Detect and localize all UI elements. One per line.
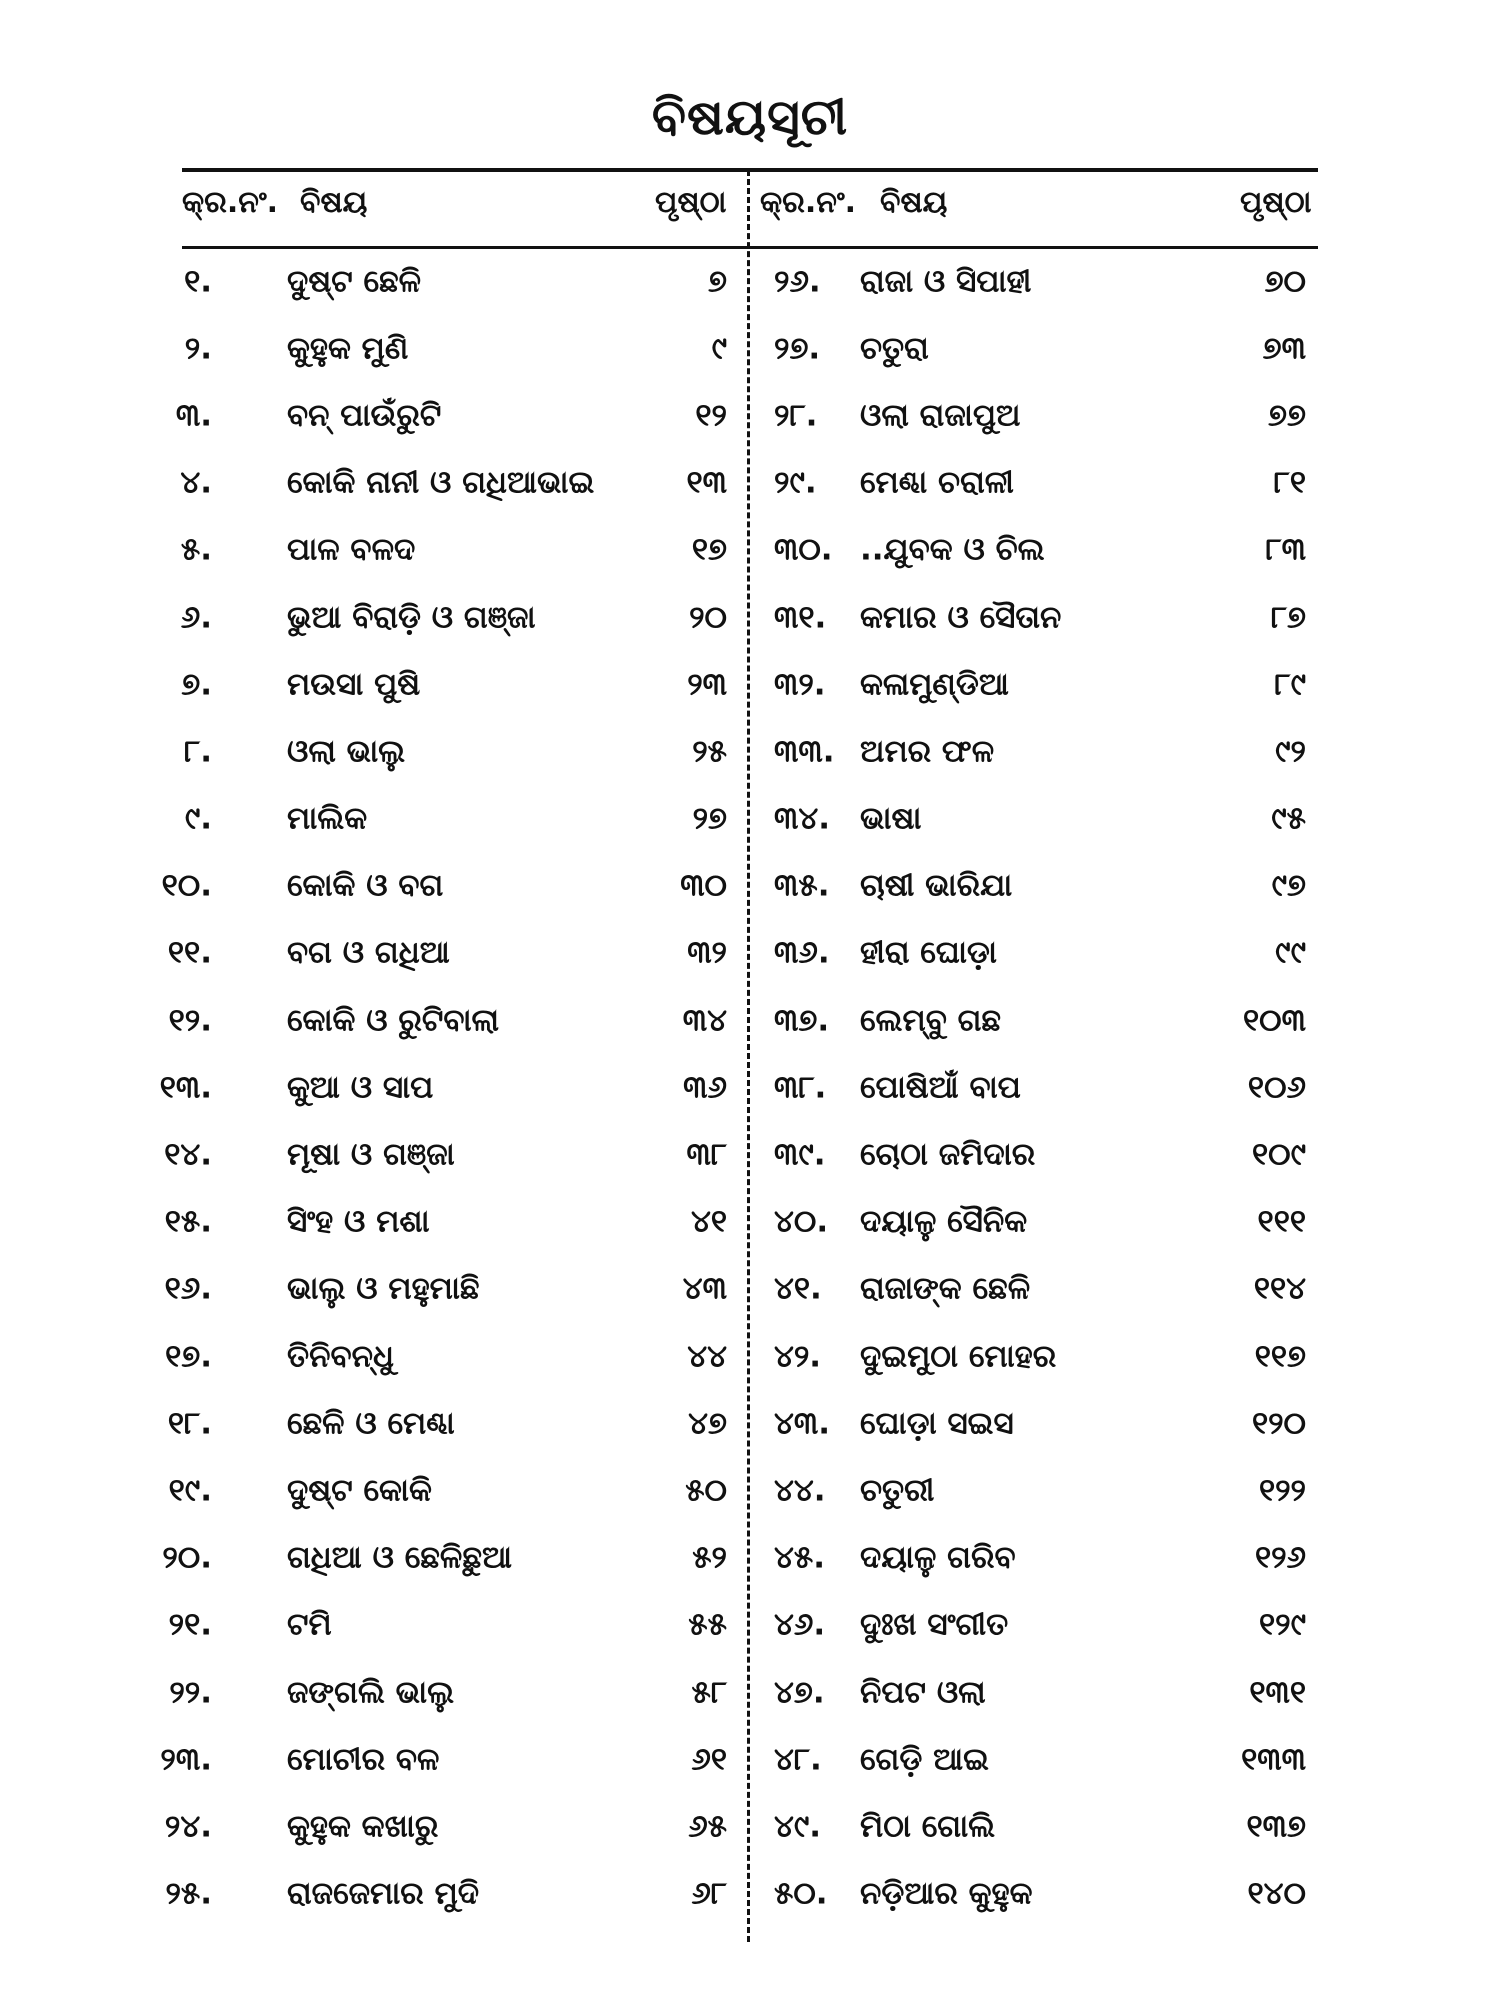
toc-entry — [165, 1861, 742, 1928]
entry-page: ୩୨ — [687, 934, 727, 971]
toc-entry — [165, 1323, 742, 1390]
toc-entry — [752, 1726, 1318, 1793]
entry-page: ୫୮ — [691, 1674, 727, 1711]
entry-topic: କୋକି ଓ ରୁଟିବାଲା — [287, 1002, 500, 1039]
entry-page: ୧୨୬ — [1254, 1539, 1306, 1576]
right-header-sl: କ୍ର.ନଂ. — [760, 185, 857, 220]
entry-topic: ଦୁଷ୍ଟ କୋକି — [287, 1472, 432, 1509]
toc-entry — [752, 315, 1318, 382]
toc-entry — [752, 1457, 1318, 1524]
entry-page: ୯୫ — [1271, 800, 1306, 837]
entry-number: ୨୫. — [165, 1875, 212, 1912]
entry-topic: ମାଲିକ — [287, 800, 368, 837]
entry-page: ୨୦ — [689, 599, 727, 636]
entry-number: ୩୭. — [774, 1002, 830, 1039]
entry-page: ୯୭ — [1271, 867, 1306, 904]
entry-page: ୧୦୯ — [1251, 1136, 1306, 1173]
entry-number: ୩୪. — [774, 800, 831, 837]
entry-page: ୧୦୬ — [1247, 1069, 1306, 1106]
toc-entry — [182, 718, 742, 785]
entry-number: ୯. — [184, 800, 212, 837]
entry-number: ୨. — [184, 330, 212, 367]
toc-entry — [168, 1457, 742, 1524]
entry-number: ୮. — [184, 733, 212, 770]
entry-page: ୩୮ — [686, 1136, 727, 1173]
toc-entry — [175, 382, 742, 449]
entry-number: ୩୧. — [774, 599, 827, 636]
toc-entry — [182, 517, 742, 584]
entry-topic: ସିଂହ ଓ ମଶା — [287, 1203, 430, 1240]
entry-page: ୧୧୧ — [1257, 1203, 1306, 1240]
entry-topic: ବନ୍ ପାଉଁରୁଟି — [287, 397, 442, 434]
page-title: ବିଷୟସୂଚୀ — [651, 88, 849, 146]
entry-number: ୧୨. — [168, 1002, 212, 1039]
toc-entry — [752, 718, 1318, 785]
entry-topic: ଛେଳି ଓ ମେଣ୍ଢା — [287, 1405, 455, 1442]
entry-topic: ଭାଲୁ ଓ ମହୁମାଛି — [287, 1270, 480, 1307]
entry-topic: ଚୋଠା ଜମିଦାର — [860, 1136, 1036, 1173]
toc-entry — [182, 651, 742, 718]
entry-topic: କୋକି ଓ ବଗ — [287, 867, 444, 904]
entry-number: ୧୯. — [168, 1472, 212, 1509]
left-header-topic: ବିଷୟ — [300, 185, 368, 220]
left-header-page: ପୃଷ୍ଠା — [655, 185, 727, 220]
entry-page: ୧୩ — [686, 464, 727, 501]
toc-entry — [752, 1256, 1318, 1323]
toc-entry — [164, 1189, 742, 1256]
entry-page: ୮୩ — [1265, 531, 1306, 568]
entry-topic: ଅମର ଫଳ — [860, 733, 995, 770]
entry-topic: ଦୁଷ୍ଟ ଛେଳି — [287, 263, 422, 300]
entry-page: ୯୯ — [1275, 934, 1306, 971]
entry-page: ୧୦୩ — [1243, 1002, 1306, 1039]
entry-number: ୪୯. — [774, 1808, 822, 1845]
right-header-topic: ବିଷୟ — [880, 185, 948, 220]
entry-topic: ଭୁଆ ବିରାଡ଼ି ଓ ଗଞ୍ଜା — [287, 599, 536, 636]
left-column — [159, 248, 742, 1928]
toc-entry — [168, 987, 742, 1054]
toc-entry — [182, 584, 742, 651]
entry-number: ୨୮. — [774, 397, 818, 434]
entry-topic: ଦୟାଳୁ ଗରିବ — [860, 1539, 1016, 1576]
entry-number: ୧୮. — [167, 1405, 212, 1442]
entry-page: ୧୨ — [695, 397, 727, 434]
entry-number: ୨୩. — [160, 1741, 212, 1778]
entry-topic: ଭାଷା — [860, 800, 922, 837]
entry-number: ୪୧. — [774, 1270, 822, 1307]
toc-entry — [752, 786, 1318, 853]
right-header-page: ପୃଷ୍ଠା — [1240, 185, 1312, 220]
entry-page: ୭୩ — [1262, 330, 1306, 367]
entry-page: ୮୯ — [1274, 666, 1306, 703]
entry-number: ୨୭. — [774, 330, 821, 367]
entry-topic: ମିଠା ଗୋଲି — [860, 1808, 996, 1845]
entry-number: ୩୫. — [774, 867, 830, 904]
entry-number: ୨୯. — [774, 464, 817, 501]
entry-page: ୪୧ — [690, 1203, 727, 1240]
toc-entry — [159, 1054, 742, 1121]
entry-page: ୨୭ — [692, 800, 727, 837]
entry-topic: ମଉସା ପୁଷି — [287, 666, 421, 703]
entry-page: ୧୨୦ — [1251, 1405, 1306, 1442]
entry-topic: ନିପଟ ଓଲା — [860, 1674, 986, 1711]
entry-number: ୧୭. — [165, 1338, 212, 1375]
entry-number: ୩. — [175, 397, 212, 434]
entry-topic: କୁହୁକ ମୁଣି — [287, 330, 409, 367]
entry-page: ୧୧୭ — [1254, 1338, 1306, 1375]
entry-number: ୫. — [180, 531, 212, 568]
entry-page: ୧୭ — [691, 531, 727, 568]
entry-page: ୧୪୦ — [1247, 1875, 1306, 1912]
entry-number: ୩୮. — [774, 1069, 827, 1106]
entry-topic: ଦୁଃଖ ସଂଗୀତ — [860, 1606, 1009, 1643]
entry-number: ୪୦. — [774, 1203, 829, 1240]
toc-entry — [167, 920, 742, 987]
entry-page: ୧୨୯ — [1259, 1606, 1306, 1643]
entry-topic: ରାଜାଙ୍କ ଛେଳି — [860, 1270, 1031, 1307]
entry-topic: ଚତୁରା — [860, 330, 929, 367]
entry-number: ୪. — [180, 464, 212, 501]
toc-entry — [182, 450, 742, 517]
entry-number: ୪୭. — [774, 1674, 825, 1711]
entry-number: ୬. — [180, 599, 212, 636]
entry-number: ୨୨. — [169, 1674, 212, 1711]
entry-number: ୩୬. — [774, 934, 830, 971]
toc-entry — [752, 1592, 1318, 1659]
entry-topic: କୁହୁକ କଖାରୁ — [287, 1808, 439, 1845]
entry-page: ୧୩୧ — [1249, 1674, 1306, 1711]
entry-number: ୧୦. — [161, 867, 212, 904]
entry-topic: ନଡ଼ିଆର କୁହୁକ — [860, 1875, 1033, 1912]
entry-number: ୫୦. — [774, 1875, 828, 1912]
entry-topic: ଜଙ୍ଗଲି ଭାଲୁ — [287, 1674, 455, 1711]
entry-topic: କଳାମୁଣ୍ଡିଆ — [860, 666, 1009, 703]
entry-topic: ଓଲା ଭାଲୁ — [287, 733, 406, 770]
toc-entry — [182, 786, 742, 853]
entry-topic: ଚାଷୀ ଭାରିଯା — [860, 867, 1013, 904]
toc-entry — [164, 1256, 742, 1323]
entry-page: ୪୩ — [682, 1270, 727, 1307]
entry-page: ୬୧ — [691, 1741, 727, 1778]
entry-number: ୪୨. — [774, 1338, 822, 1375]
entry-number: ୨୧. — [168, 1606, 212, 1643]
entry-page: ୩୪ — [682, 1002, 727, 1039]
entry-topic: ଘୋଡ଼ା ସଇସ — [860, 1405, 1014, 1442]
entry-topic: ରାଜା ଓ ସିପାହୀ — [860, 263, 1032, 300]
toc-entry — [160, 1726, 742, 1793]
entry-number: ୨୦. — [162, 1539, 212, 1576]
entry-topic: ପାଳ ବଳଦ — [287, 531, 416, 568]
entry-number: ୪୩. — [774, 1405, 831, 1442]
entry-number: ୨୪. — [164, 1808, 212, 1845]
toc-entry — [752, 1659, 1318, 1726]
toc-entry — [752, 1390, 1318, 1457]
entry-page: ୬୫ — [688, 1808, 727, 1845]
entry-page: ୨୩ — [687, 666, 727, 703]
entry-number: ୪୪. — [774, 1472, 826, 1509]
toc-entry — [164, 1793, 742, 1860]
toc-entry — [164, 1121, 742, 1188]
entry-page: ୭୭ — [1268, 397, 1306, 434]
toc-entry — [161, 853, 742, 920]
entry-topic: ଗଧିଆ ଓ ଛେଳିଛୁଆ — [287, 1539, 512, 1576]
entry-number: ୪୮. — [774, 1741, 822, 1778]
entry-topic: ଦୟାଳୁ ସୈନିକ — [860, 1203, 1028, 1240]
entry-topic: ମୂଷା ଓ ଗଞ୍ଜା — [287, 1136, 455, 1173]
top-rule — [182, 168, 1318, 172]
toc-entry — [752, 1121, 1318, 1188]
entry-number: ୭. — [181, 666, 212, 703]
entry-topic: କମାର ଓ ସୈତାନ — [860, 599, 1062, 636]
entry-topic: ତିନିବନ୍ଧୁ — [287, 1338, 394, 1375]
entry-page: ୪୪ — [687, 1338, 727, 1375]
entry-page: ୧୧୪ — [1253, 1270, 1306, 1307]
column-divider — [747, 170, 750, 1942]
entry-page: ୪୭ — [688, 1405, 727, 1442]
entry-number: ୧୫. — [164, 1203, 212, 1240]
toc-entry — [752, 853, 1318, 920]
right-column — [752, 248, 1318, 1928]
entry-page: ୧୨୨ — [1258, 1472, 1306, 1509]
toc-entry — [168, 1592, 742, 1659]
entry-topic: ଦୁଇମୁଠା ମୋହର — [860, 1338, 1057, 1375]
toc-entry — [752, 1793, 1318, 1860]
entry-page: ୬୮ — [691, 1875, 727, 1912]
entry-page: ୯୨ — [1275, 733, 1306, 770]
entry-number: ୩୦. — [774, 531, 833, 568]
entry-page: ୭ — [708, 263, 727, 300]
entry-topic: ମେଣ୍ଢା ଚରାଳୀ — [860, 464, 1014, 501]
toc-entry — [752, 920, 1318, 987]
entry-topic: ..ଯୁବକ ଓ ଚିଲ — [860, 531, 1045, 568]
entry-number: ୪୫. — [774, 1539, 825, 1576]
entry-topic: ଟମି — [287, 1606, 332, 1643]
toc-entry — [167, 1390, 742, 1457]
entry-number: ୧୩. — [159, 1069, 212, 1106]
entry-page: ୯ — [711, 330, 727, 367]
entry-page: ୩୦ — [680, 867, 727, 904]
entry-topic: କୁଆ ଓ ସାପ — [287, 1069, 434, 1106]
toc-entry — [182, 248, 742, 315]
entry-page: ୩୬ — [683, 1069, 727, 1106]
entry-topic: ହୀରା ଘୋଡ଼ା — [860, 934, 997, 971]
entry-topic: ଓଲା ରାଜାପୁଅ — [860, 397, 1021, 434]
entry-number: ୩୨. — [774, 666, 826, 703]
toc-entry — [752, 517, 1318, 584]
toc-entry — [752, 450, 1318, 517]
entry-number: ୨୬. — [774, 263, 821, 300]
toc-entry — [752, 1525, 1318, 1592]
toc-entry — [752, 651, 1318, 718]
toc-entry — [752, 1189, 1318, 1256]
entry-page: ୫୨ — [692, 1539, 727, 1576]
entry-page: ୧୩୭ — [1246, 1808, 1306, 1845]
entry-topic: ରାଜଜେମାର ମୁଦି — [287, 1875, 480, 1912]
entry-page: ୫୦ — [685, 1472, 727, 1509]
toc-entry — [752, 248, 1318, 315]
entry-topic: ଚତୁରୀ — [860, 1472, 935, 1509]
entry-number: ୧୧. — [167, 934, 212, 971]
entry-number: ୧୪. — [164, 1136, 212, 1173]
toc-entry — [752, 382, 1318, 449]
toc-entry — [752, 1054, 1318, 1121]
entry-number: ୩୩. — [774, 733, 835, 770]
entry-topic: ପୋଷିଆଁ ବାପ — [860, 1069, 1021, 1106]
entry-page: ୭୦ — [1264, 263, 1306, 300]
toc-entry — [752, 1861, 1318, 1928]
entry-page: ୧୩୩ — [1241, 1741, 1306, 1778]
entry-topic: ଲେମ୍ବୁ ଗଛ — [860, 1002, 1002, 1039]
toc-entry — [162, 1525, 742, 1592]
toc-entry — [752, 987, 1318, 1054]
entry-number: ୧. — [184, 263, 212, 300]
toc-entry — [752, 1323, 1318, 1390]
entry-topic: ବଗ ଓ ଗଧିଆ — [287, 934, 450, 971]
toc-entry — [752, 584, 1318, 651]
toc-entry — [182, 315, 742, 382]
toc-entry — [169, 1659, 742, 1726]
entry-page: ୮୧ — [1273, 464, 1306, 501]
left-header-sl: କ୍ର.ନଂ. — [182, 185, 279, 220]
entry-topic: ଗେଡ଼ି ଆଇ — [860, 1741, 989, 1778]
entry-number: ୪୬. — [774, 1606, 826, 1643]
entry-number: ୩୯. — [774, 1136, 826, 1173]
entry-topic: ମୋଚୀର ବଳ — [287, 1741, 440, 1778]
entry-number: ୧୬. — [164, 1270, 212, 1307]
entry-page: ୮୭ — [1270, 599, 1306, 636]
entry-page: ୨୫ — [692, 733, 727, 770]
entry-topic: କୋକି ନାନୀ ଓ ଗଧିଆଭାଇ — [287, 464, 595, 501]
entry-page: ୫୫ — [688, 1606, 727, 1643]
